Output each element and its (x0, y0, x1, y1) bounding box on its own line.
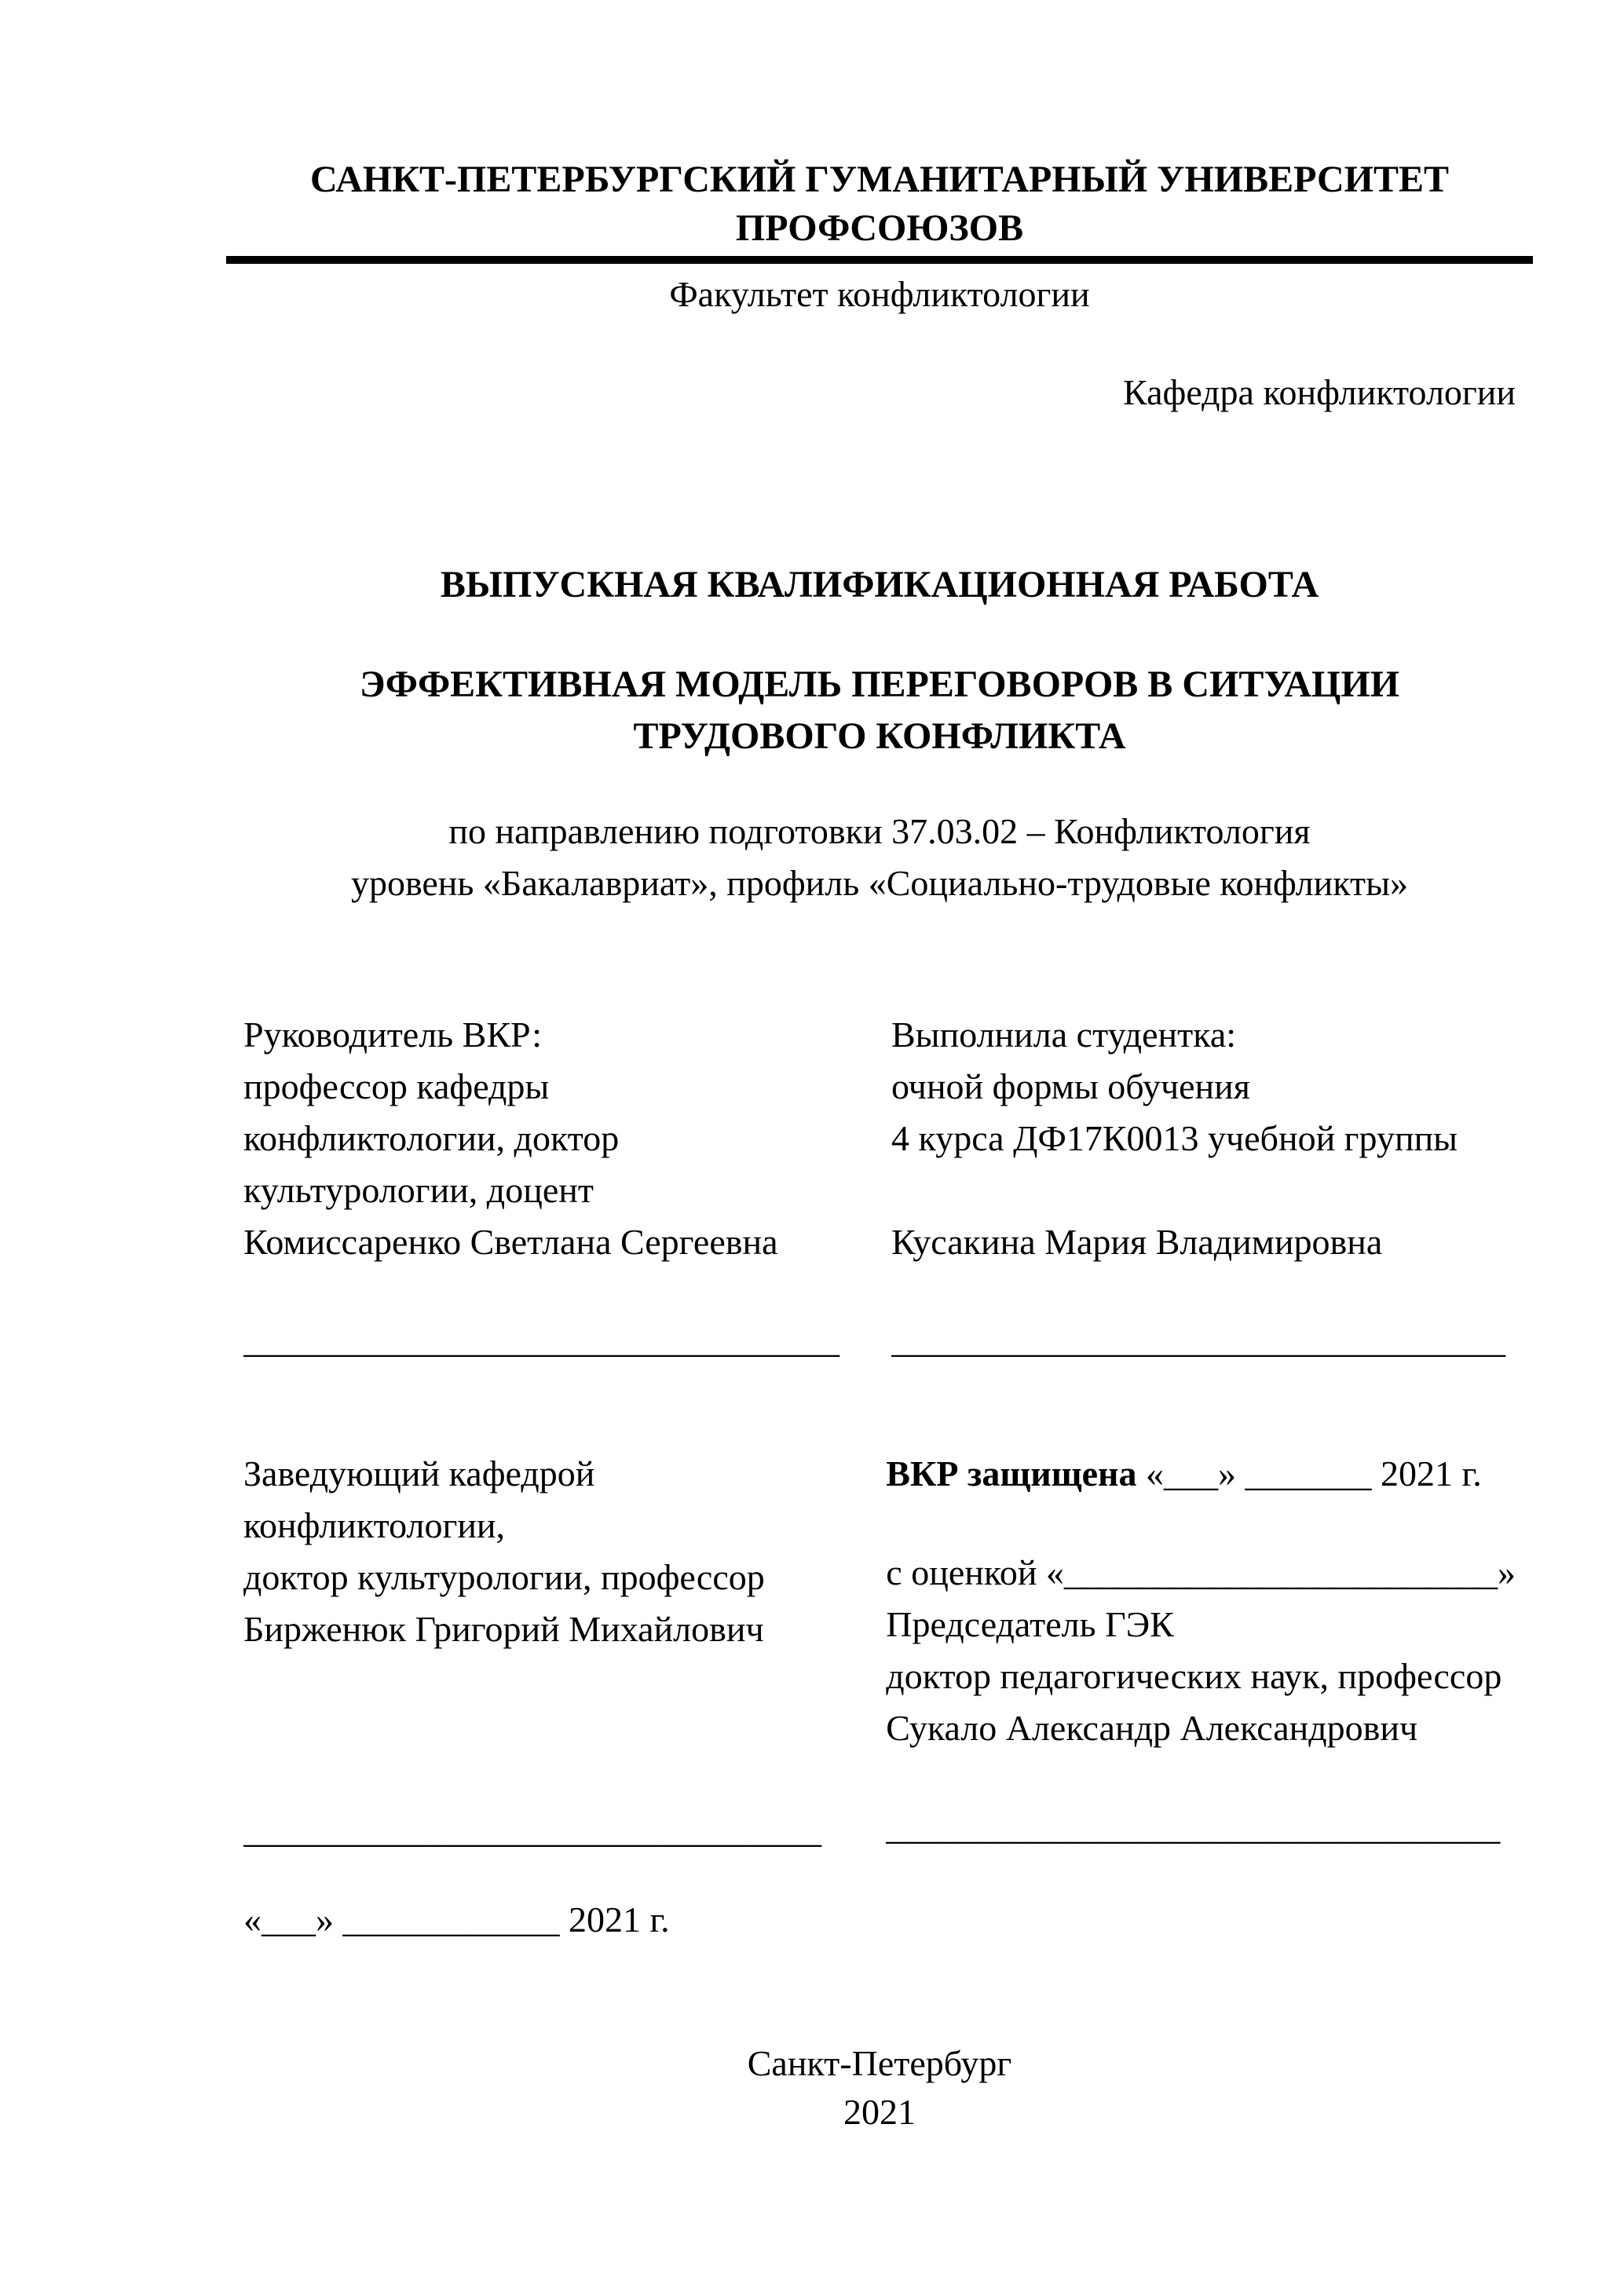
supervisor-signature-line: _________________________________ (243, 1320, 839, 1360)
department-head-date-line: «___» ____________ 2021 г. (243, 1899, 670, 1940)
supervisor-name: Комиссаренко Светлана Сергеевна (243, 1222, 778, 1262)
student-signature-line: __________________________________ (891, 1320, 1505, 1360)
program-level-line: уровень «Бакалавриат», профиль «Социально-трудовые конфликты» (350, 863, 1409, 903)
supervisor-title-line3: культурологии, доцент (243, 1170, 594, 1210)
university-name-line1: САНКТ-ПЕТЕРБУРГСКИЙ ГУМАНИТАРНЫЙ УНИВЕРСИТЕТ (309, 159, 1450, 200)
defense-chairman-name: Сукало Александр Александрович (886, 1708, 1418, 1748)
supervisor-title-line2: конфликтологии, доктор (243, 1118, 620, 1158)
supervisor-column (243, 1009, 891, 1366)
footer-block (243, 2039, 1516, 2137)
student-column (891, 1009, 1516, 1366)
defense-chairman-role: Председатель ГЭК (886, 1604, 1174, 1644)
department-head-signature-line: ________________________________ (243, 1810, 821, 1850)
thesis-title (243, 659, 1516, 762)
department-line: Кафедра конфликтологии (1123, 372, 1516, 412)
supervisor-student-block (243, 1009, 1516, 1366)
supervisor-title-line1: профессор кафедры (243, 1066, 550, 1106)
university-name-line2: ПРОФСОЮЗОВ (735, 207, 1024, 249)
header-divider-rule (226, 256, 1533, 264)
defense-column (886, 1448, 1516, 1946)
defense-signature-line: __________________________________ (886, 1807, 1501, 1847)
thesis-title-line1: ЭФФЕКТИВНАЯ МОДЕЛЬ ПЕРЕГОВОРОВ В СИТУАЦИИ (359, 664, 1400, 705)
student-group-line: 4 курса ДФ17К0013 учебной группы (891, 1118, 1458, 1158)
department-head-name: Бирженюк Григорий Михайлович (243, 1609, 764, 1649)
student-blank-line (891, 1164, 1516, 1216)
defense-date-rest: «___» _______ 2021 г. (1136, 1453, 1482, 1493)
footer-year: 2021 (843, 2092, 916, 2132)
page-content (243, 0, 1516, 2137)
department-head-role-line2: конфликтологии, (243, 1505, 506, 1545)
supervisor-role-line: Руководитель ВКР: (243, 1015, 543, 1055)
program-direction-line: по направлению подготовки 37.03.02 – Конфликтология (448, 811, 1311, 851)
department-head-role-line1: Заведующий кафедрой (243, 1453, 595, 1493)
work-type-heading: ВЫПУСКНАЯ КВАЛИФИКАЦИОННАЯ РАБОТА (440, 564, 1319, 605)
department-head-column (243, 1448, 886, 1946)
footer-city: Санкт-Петербург (747, 2043, 1012, 2083)
defense-chairman-title: доктор педагогических наук, профессор (886, 1656, 1502, 1696)
thesis-title-line2: ТРУДОВОГО КОНФЛИКТА (633, 715, 1126, 757)
student-name: Кусакина Мария Владимировна (891, 1222, 1383, 1262)
department-head-title-line: доктор культурологии, профессор (243, 1557, 765, 1597)
student-form-line: очной формы обучения (891, 1066, 1250, 1106)
program-block (243, 806, 1516, 909)
faculty-line: Факультет конфликтологии (669, 274, 1090, 314)
student-role-line: Выполнила студентка: (891, 1015, 1237, 1055)
defense-date-line (886, 1448, 1516, 1500)
defense-label-bold: ВКР защищена (886, 1453, 1137, 1493)
defense-grade-line: с оценкой «________________________» (886, 1552, 1516, 1592)
department-head-defense-block (243, 1448, 1516, 1946)
university-header (243, 0, 1516, 253)
